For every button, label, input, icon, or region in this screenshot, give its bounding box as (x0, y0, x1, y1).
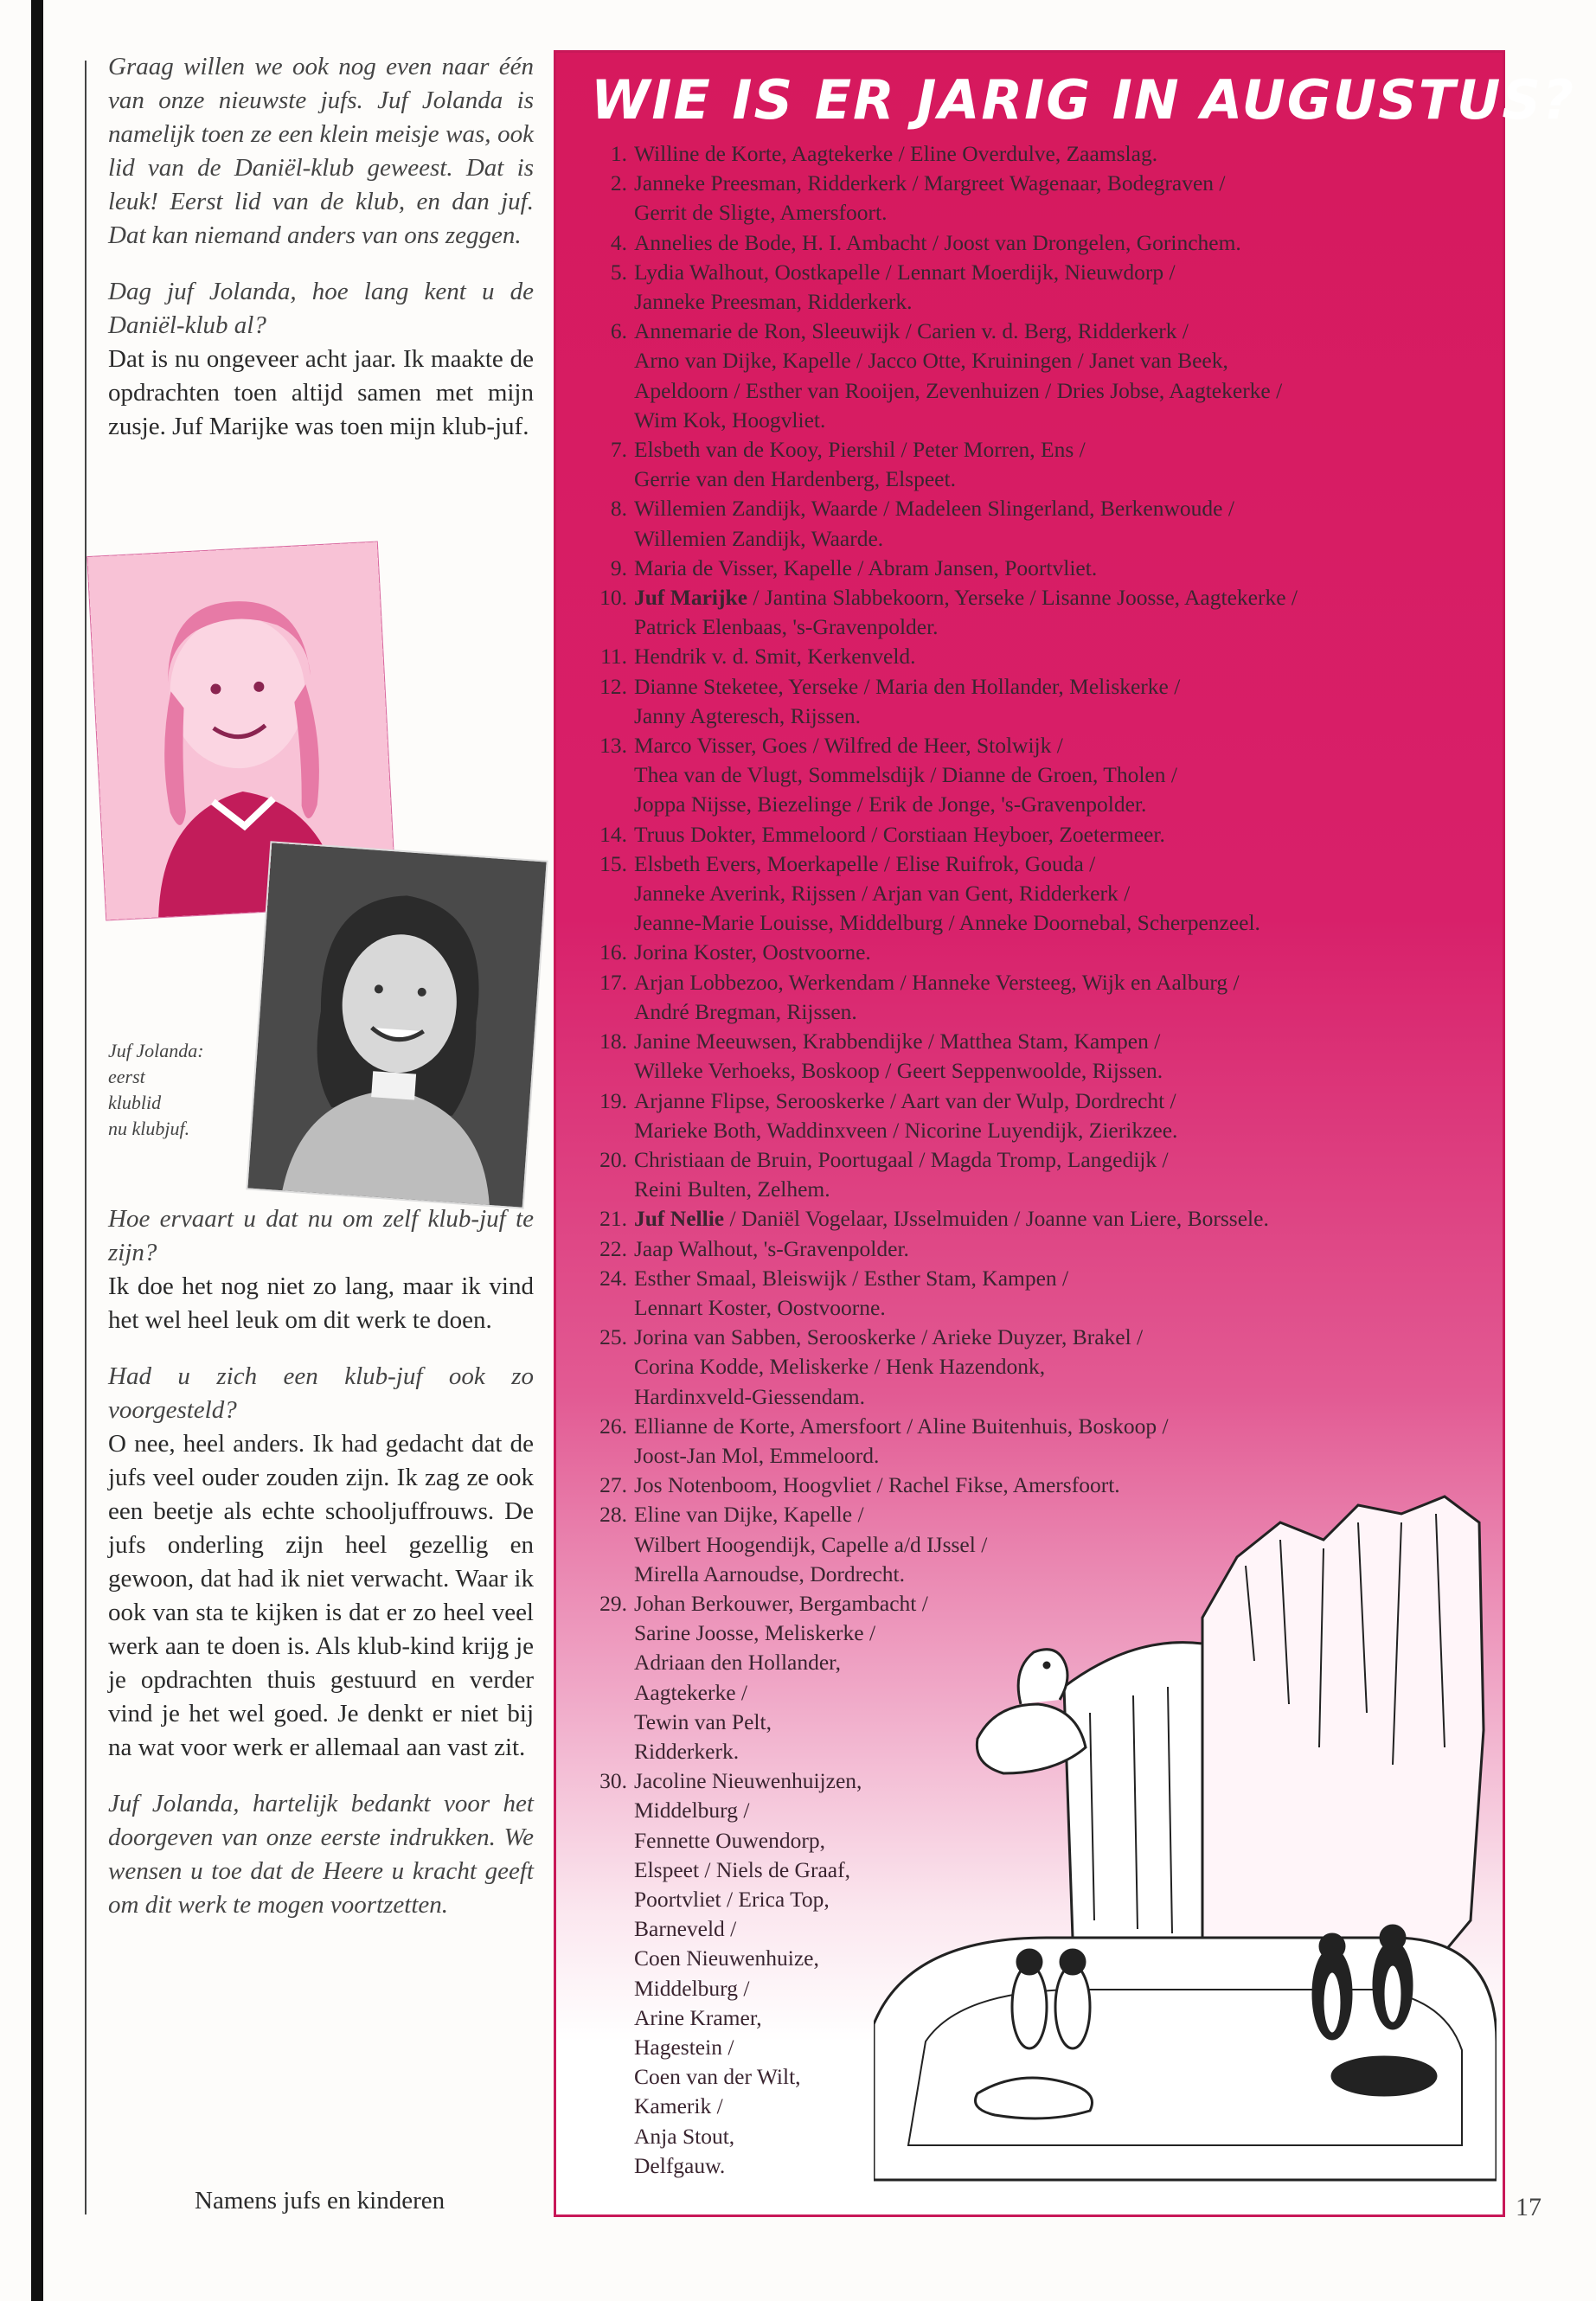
birthday-line: Middelburg / (634, 1975, 750, 2001)
birthday-names (634, 1264, 1471, 1323)
birthday-day: 19. (599, 1087, 627, 1113)
answer-1: Dat is nu ongeveer acht jaar. Ik maakte de opdrachten toen altijd samen met mijn zusje. Juf Marijke was toen mijn klub-juf. (108, 345, 534, 440)
column-rule (85, 61, 87, 2214)
birthday-names (634, 642, 1471, 671)
birthday-entry (589, 139, 1471, 169)
birthday-line: Adriaan den Hollander, (634, 1650, 842, 1676)
birthday-line: Elsbeth van de Kooy, Piershil / Peter Morren, Ens / (634, 437, 1086, 463)
birthday-names (634, 1027, 1471, 1086)
birthday-line: Coen van der Wilt, (634, 2064, 801, 2090)
birthday-entry (589, 228, 1471, 258)
birthday-entry (589, 435, 1471, 494)
birthday-day: 16. (599, 939, 627, 965)
birthday-line: Ellianne de Korte, Amersfoort / Aline Buitenhuis, Boskoop / (634, 1413, 1169, 1439)
birthday-entry (589, 1234, 1471, 1264)
zoo-illustration (874, 1488, 1497, 2206)
birthday-names (634, 228, 1471, 258)
birthday-names (634, 1412, 1471, 1471)
birthday-line: Jorina van Sabben, Serooskerke / Arieke Duyzer, Brakel / (634, 1324, 1144, 1350)
birthday-line: Marieke Both, Waddinxveen / Nicorine Luyendijk, Zierikzee. (634, 1117, 1178, 1143)
birthday-day: 17. (599, 969, 627, 995)
birthday-names (634, 1086, 1471, 1145)
birthday-title: WIE IS ER JARIG IN AUGUSTUS? (591, 68, 1575, 131)
interview-column-bottom (108, 1202, 534, 1945)
birthday-names (634, 968, 1471, 1027)
birthday-entry (589, 1086, 1471, 1145)
birthday-day: 11. (600, 644, 627, 670)
birthday-line: Maria de Visser, Kapelle / Abram Jansen, Poortvliet. (634, 554, 1098, 580)
birthday-line: Middelburg / (634, 1798, 750, 1823)
birthday-line: Joost-Jan Mol, Emmeloord. (634, 1442, 880, 1468)
birthday-line: Jos Notenboom, Hoogvliet / Rachel Fikse, Amersfoort. (634, 1472, 1120, 1498)
question-3: Had u zich een klub-juf ook zo voorgesteld? (108, 1362, 534, 1424)
birthday-entry (589, 672, 1471, 731)
page-binding-edge (31, 0, 43, 2301)
birthday-line: Janny Agteresch, Rijssen. (634, 702, 862, 728)
birthday-day: 25. (599, 1324, 627, 1350)
caption-line: nu klubjuf. (108, 1118, 190, 1139)
birthday-line: Eline van Dijke, Kapelle / (634, 1502, 864, 1528)
birthday-line: Ridderkerk. (634, 1738, 740, 1764)
birthday-day: 21. (599, 1206, 627, 1232)
birthday-day: 5. (610, 259, 627, 285)
birthday-line: Arine Kramer, (634, 2004, 762, 2030)
birthday-line: Willeke Verhoeks, Boskoop / Geert Seppenwoolde, Rijssen. (634, 1058, 1163, 1084)
birthday-line: Wilbert Hoogendijk, Capelle a/d IJssel / (634, 1531, 988, 1557)
birthday-line: Jorina Koster, Oostvoorne. (634, 939, 871, 965)
birthday-line: Poortvliet / Erica Top, (634, 1886, 830, 1912)
birthday-day: 4. (610, 229, 627, 255)
birthday-names (634, 849, 1471, 939)
birthday-line: Janneke Preesman, Ridderkerk. (634, 289, 913, 315)
birthday-names (634, 672, 1471, 731)
birthday-entry (589, 1027, 1471, 1086)
birthday-line: Janneke Averink, Rijssen / Arjan van Gent, Ridderkerk / (634, 881, 1131, 907)
birthday-day: 24. (599, 1265, 627, 1291)
birthday-line: Gerrit de Sligte, Amersfoort. (634, 200, 888, 226)
birthday-entry (589, 169, 1471, 228)
birthday-line: Jacoline Nieuwenhuijzen, (634, 1768, 862, 1794)
birthday-day: 26. (599, 1413, 627, 1439)
answer-2: Ik doe het nog niet zo lang, maar ik vind het wel heel leuk om dit werk te doen. (108, 1272, 534, 1334)
birthday-names (634, 494, 1471, 553)
question-1: Dag juf Jolanda, hoe lang kent u de Daniël-klub al? (108, 278, 534, 339)
interview-qa-1 (108, 275, 534, 444)
birthday-day: 1. (610, 141, 627, 166)
birthday-line: Coen Nieuwenhuize, (634, 1945, 819, 1971)
birthday-line: Arjan Lobbezoo, Werkendam / Hanneke Versteeg, Wijk en Aalburg / (634, 969, 1240, 995)
birthday-entry (589, 1204, 1471, 1234)
birthday-day: 9. (610, 554, 627, 580)
birthday-entry (589, 849, 1471, 939)
birthday-entry (589, 494, 1471, 553)
birthday-line: Gerrie van den Hardenberg, Elspeet. (634, 466, 956, 492)
birthday-day: 30. (599, 1768, 627, 1794)
club-leader-name: Juf Nellie (634, 1206, 725, 1232)
interview-column-top (108, 50, 534, 466)
birthday-line: Corina Kodde, Meliskerke / Henk Hazendonk, (634, 1354, 1046, 1380)
birthday-names (634, 317, 1471, 435)
birthday-names (634, 1204, 1471, 1234)
birthday-entry (589, 642, 1471, 671)
birthday-line: Christiaan de Bruin, Poortugaal / Magda Tromp, Langedijk / (634, 1146, 1169, 1172)
birthday-names (634, 583, 1471, 642)
birthday-line: Patrick Elenbaas, 's-Gravenpolder. (634, 614, 939, 640)
birthday-entry (589, 1323, 1471, 1412)
birthday-line: Johan Berkouwer, Bergambacht / (634, 1590, 928, 1616)
birthday-line: Jeanne-Marie Louisse, Middelburg / Anneke Doornebal, Scherpenzeel. (634, 910, 1260, 936)
birthday-line: / Jantina Slabbekoorn, Yerseke / Lisanne Joosse, Aagtekerke / (747, 585, 1298, 611)
birthday-entry (589, 938, 1471, 967)
birthday-line: Dianne Steketee, Yerseke / Maria den Hollander, Meliskerke / (634, 673, 1181, 699)
birthday-line: Truus Dokter, Emmeloord / Corstiaan Heyboer, Zoetermeer. (634, 821, 1165, 847)
birthday-names (634, 139, 1471, 169)
interview-closing: Juf Jolanda, hartelijk bedankt voor het doorgeven van onze eerste indrukken. We wensen u toe dat de Heere u kracht geeft om dit werk te mogen voortzetten. (108, 1790, 534, 1919)
birthday-line: Anja Stout, (634, 2123, 735, 2149)
birthday-line: Esther Smaal, Bleiswijk / Esther Stam, Kampen / (634, 1265, 1069, 1291)
birthday-line: Marco Visser, Goes / Wilfred de Heer, Stolwijk / (634, 733, 1063, 759)
interview-intro: Graag willen we ook nog even naar één van onze nieuwste jufs. Juf Jolanda is namelijk toen ze een klein meisje was, ook lid van de Daniël-klub geweest. Dat is leuk! Eerst lid van de klub, en dan juf. Dat kan niemand anders van ons zeggen. (108, 53, 534, 249)
birthday-entry (589, 317, 1471, 435)
birthday-line: Barneveld / (634, 1916, 737, 1942)
birthday-line: Elsbeth Evers, Moerkapelle / Elise Ruifrok, Gouda / (634, 850, 1096, 876)
caption-line: eerst (108, 1066, 145, 1087)
birthday-day: 7. (610, 437, 627, 463)
birthday-day: 13. (599, 733, 627, 759)
birthday-day: 22. (599, 1235, 627, 1261)
birthday-names (634, 1145, 1471, 1204)
birthday-line: Aagtekerke / (634, 1679, 747, 1705)
birthday-line: Wim Kok, Hoogvliet. (634, 407, 826, 433)
birthday-line: Kamerik / (634, 2093, 723, 2119)
page-number: 17 (1516, 2193, 1542, 2221)
birthday-line: Arjanne Flipse, Serooskerke / Aart van der Wulp, Dordrecht / (634, 1087, 1176, 1113)
birthday-names (634, 1323, 1471, 1412)
birthday-day: 12. (599, 673, 627, 699)
birthday-entry (589, 258, 1471, 317)
birthday-names (634, 820, 1471, 849)
birthday-day: 6. (610, 318, 627, 344)
birthday-day: 8. (610, 496, 627, 522)
birthday-line: Sarine Joosse, Meliskerke / (634, 1620, 876, 1646)
birthday-entry (589, 1412, 1471, 1471)
birthday-entry (589, 1145, 1471, 1204)
interview-qa-3 (108, 1360, 534, 1765)
birthday-line: Delfgauw. (634, 2152, 726, 2178)
birthday-line: Fennette Ouwendorp, (634, 1827, 825, 1853)
birthday-names (634, 169, 1471, 228)
birthday-line: Reini Bulten, Zelhem. (634, 1176, 830, 1202)
birthday-line: Tewin van Pelt, (634, 1708, 772, 1734)
birthday-line: Janine Meeuwsen, Krabbendijke / Matthea Stam, Kampen / (634, 1029, 1161, 1054)
birthday-day: 10. (599, 585, 627, 611)
birthday-entry (589, 554, 1471, 583)
birthday-entry (589, 820, 1471, 849)
birthday-line: Lydia Walhout, Oostkapelle / Lennart Moerdijk, Nieuwdorp / (634, 259, 1176, 285)
birthday-line: / Daniël Vogelaar, IJsselmuiden / Joanne van Liere, Borssele. (724, 1206, 1269, 1232)
birthday-line: Hagestein / (634, 2035, 734, 2060)
birthday-day: 2. (610, 170, 627, 196)
birthday-line: Mirella Aarnoudse, Dordrecht. (634, 1561, 905, 1586)
birthday-entry (589, 968, 1471, 1027)
answer-3: O nee, heel anders. Ik had gedacht dat de jufs veel ouder zouden zijn. Ik zag ze ook een beetje als echte schooljuffrouws. De jufs onderling zijn heel gezellig en gewoon, dat had ik niet verwacht. Waar ik ook van sta te kijken is dat er zo heel veel werk aan te doen is. Als klub-kind krijg je je opdrachten thuis gestuurd en verder vind je het wel goed. Je denkt er niet bij na wat voor werk er allemaal aan vast zit. (108, 1430, 534, 1761)
photo-caption (108, 1038, 247, 1142)
birthday-line: Thea van de Vlugt, Sommelsdijk / Dianne de Groen, Tholen / (634, 762, 1177, 788)
birthday-names (634, 1234, 1471, 1264)
birthday-line: Hendrik v. d. Smit, Kerkenveld. (634, 644, 916, 670)
birthday-names (634, 258, 1471, 317)
birthday-line: Elspeet / Niels de Graaf, (634, 1856, 850, 1882)
birthday-day: 14. (599, 821, 627, 847)
birthday-line: Lennart Koster, Oostvoorne. (634, 1294, 886, 1320)
caption-line: klublid (108, 1092, 162, 1113)
birthday-line: André Bregman, Rijssen. (634, 998, 857, 1024)
birthday-day: 18. (599, 1029, 627, 1054)
caption-line: Juf Jolanda: (108, 1040, 204, 1061)
birthday-names (634, 731, 1471, 820)
birthday-day: 15. (599, 850, 627, 876)
birthday-day: 27. (599, 1472, 627, 1498)
birthday-line: Janneke Preesman, Ridderkerk / Margreet Wagenaar, Bodegraven / (634, 170, 1226, 196)
birthday-line: Annemarie de Ron, Sleeuwijk / Carien v. d. Berg, Ridderkerk / (634, 318, 1189, 344)
birthday-entry (589, 1264, 1471, 1323)
birthday-names (634, 938, 1471, 967)
birthday-line: Annelies de Bode, H. I. Ambacht / Joost van Drongelen, Gorinchem. (634, 229, 1241, 255)
birthday-line: Joppa Nijsse, Biezelinge / Erik de Jonge, 's-Gravenpolder. (634, 792, 1147, 817)
birthday-entry (589, 583, 1471, 642)
birthday-line: Willemien Zandijk, Waarde / Madeleen Slingerland, Berkenwoude / (634, 496, 1234, 522)
birthday-names (634, 554, 1471, 583)
birthday-day: 29. (599, 1590, 627, 1616)
birthday-day: 20. (599, 1146, 627, 1172)
signature: Namens jufs en kinderen (195, 2187, 445, 2214)
birthday-line: Willemien Zandijk, Waarde. (634, 525, 884, 551)
birthday-names (634, 435, 1471, 494)
birthday-line: Willine de Korte, Aagtekerke / Eline Overdulve, Zaamslag. (634, 141, 1158, 166)
interview-qa-2 (108, 1202, 534, 1337)
birthday-line: Hardinxveld-Giessendam. (634, 1383, 865, 1409)
question-2: Hoe ervaart u dat nu om zelf klub-juf te zijn? (108, 1205, 534, 1266)
birthday-entry (589, 731, 1471, 820)
birthday-day: 28. (599, 1502, 627, 1528)
birthday-line: Arno van Dijke, Kapelle / Jacco Otte, Kruiningen / Janet van Beek, (634, 348, 1228, 374)
birthday-line: Apeldoorn / Esther van Rooijen, Zevenhuizen / Dries Jobse, Aagtekerke / (634, 377, 1283, 403)
birthday-line: Jaap Walhout, 's-Gravenpolder. (634, 1235, 909, 1261)
club-leader-name: Juf Marijke (634, 585, 748, 611)
photo-jolanda-now (247, 843, 546, 1207)
